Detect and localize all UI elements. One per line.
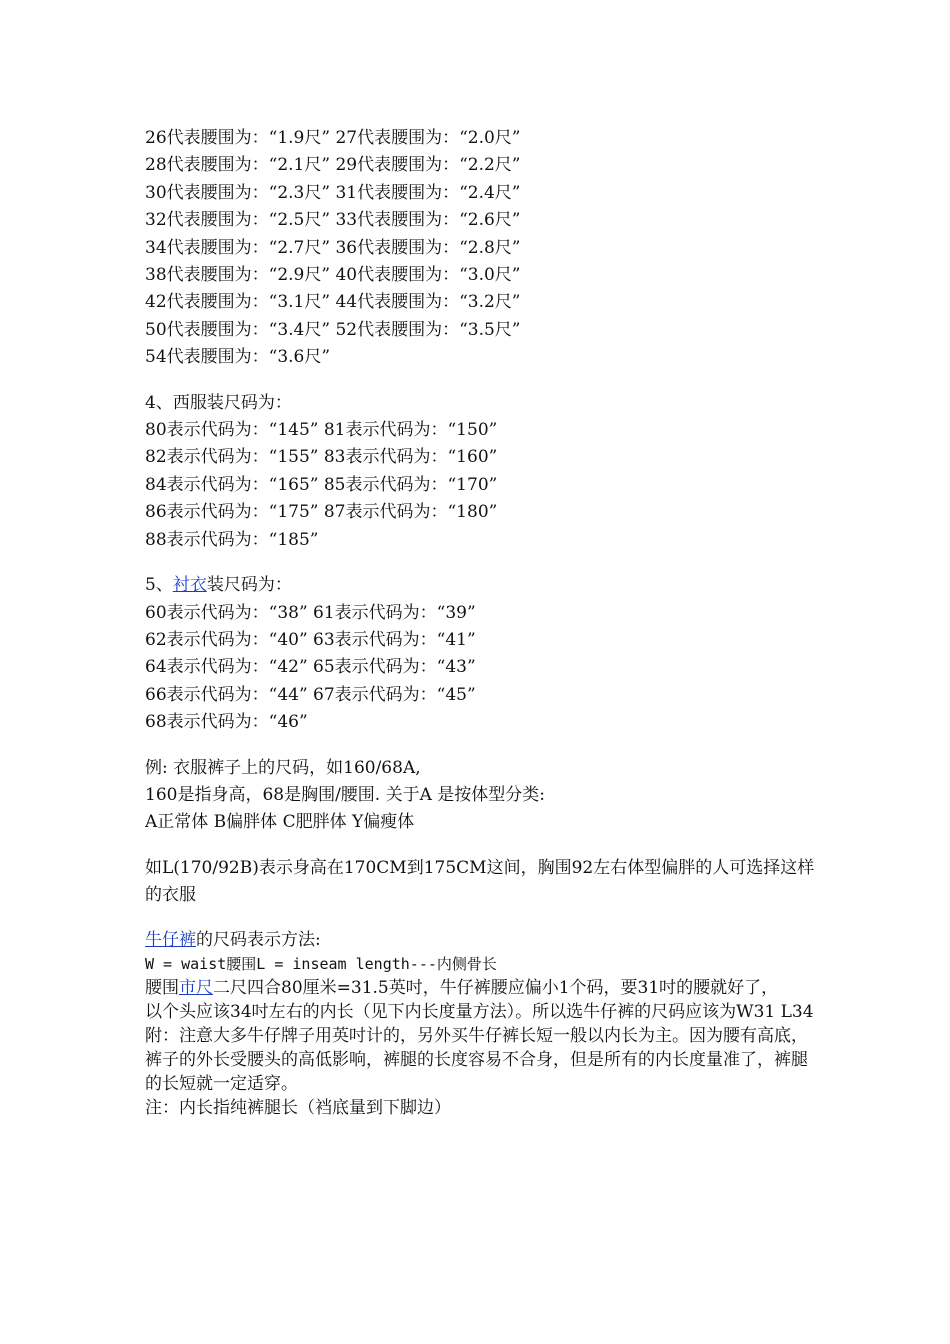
example-line: 160是指身高，68是胸围/腰围. 关于A 是按体型分类:: [145, 784, 546, 805]
suit-row: 82表示代码为：“155” 83表示代码为：“160”: [145, 447, 498, 468]
jeans-heading: [145, 928, 815, 952]
waist-row: 28代表腰围为：“2.1尺” 29代表腰围为：“2.2尺”: [145, 155, 521, 176]
waist-row: 54代表腰围为：“3.6尺”: [145, 347, 331, 368]
jeans-waist-line: [145, 976, 815, 1000]
jeans-link[interactable]: 牛仔裤: [145, 929, 196, 950]
shirt-row: 64表示代码为：“42” 65表示代码为：“43”: [145, 657, 476, 678]
waist-row: 42代表腰围为：“3.1尺” 44代表腰围为：“3.2尺”: [145, 292, 521, 313]
jeans-waist-prefix: 腰围: [145, 977, 179, 998]
jeans-inseam-note: 注：内长指纯裤腿长（裆底量到下脚边）: [145, 1097, 451, 1118]
shirt-row: 60表示代码为：“38” 61表示代码为：“39”: [145, 602, 476, 623]
shirt-row: 66表示代码为：“44” 67表示代码为：“45”: [145, 684, 476, 705]
shirt-section: [145, 572, 815, 736]
suit-row: 80表示代码为：“145” 81表示代码为：“150”: [145, 420, 498, 441]
jeans-heading-suffix: 的尺码表示方法:: [196, 929, 321, 950]
suit-row: 86表示代码为：“175” 87表示代码为：“180”: [145, 502, 498, 523]
shirt-row: 68表示代码为：“46”: [145, 712, 308, 733]
shirt-heading-suffix: 装尺码为：: [206, 575, 292, 596]
jeans-waist-suffix: 二尺四合80厘米=31.5英吋，牛仔裤腰应偏小1个码，要31吋的腰就好了，: [213, 977, 779, 998]
city-ruler-link[interactable]: 市尺: [179, 977, 213, 998]
suit-row: 88表示代码为：“185”: [145, 529, 319, 550]
shirt-row: 62表示代码为：“40” 63表示代码为：“41”: [145, 629, 476, 650]
jeans-wl-line: W = waist腰围L = inseam length---内侧骨长: [145, 954, 497, 973]
waist-row: 50代表腰围为：“3.4尺” 52代表腰围为：“3.5尺”: [145, 319, 521, 340]
waist-row: 26代表腰围为：“1.9尺” 27代表腰围为：“2.0尺”: [145, 128, 521, 148]
jeans-section: [145, 928, 815, 1120]
waist-row: 34代表腰围为：“2.7尺” 36代表腰围为：“2.8尺”: [145, 237, 521, 258]
example-section: [145, 755, 815, 837]
waist-row: 38代表腰围为：“2.9尺” 40代表腰围为：“3.0尺”: [145, 265, 521, 286]
waist-row: 32代表腰围为：“2.5尺” 33代表腰围为：“2.6尺”: [145, 210, 521, 231]
suit-section: [145, 390, 815, 554]
suit-row: 84表示代码为：“165” 85表示代码为：“170”: [145, 474, 498, 495]
example-line: 例: 衣服裤子上的尺码，如160/68A,: [145, 757, 421, 778]
waist-section: [145, 125, 815, 372]
shirt-heading-prefix: 5、: [145, 575, 173, 596]
example-line: A正常体 B偏胖体 C肥胖体 Y偏瘦体: [145, 812, 415, 833]
document-body: [145, 125, 815, 1120]
shirt-heading: [145, 572, 815, 599]
jeans-inseam-line: 以个头应该34吋左右的内长（见下内长度量方法）。所以选牛仔裤的尺码应该为W31 L34: [145, 1001, 814, 1022]
jeans-note: 附：注意大多牛仔牌子用英吋计的，另外买牛仔裤长短一般以内长为主。因为腰有高底，裤子的外长受腰头的高低影响，裤腿的长度容易不合身，但是所有的内长度量准了，裤腿的长短就一定适穿。: [145, 1025, 808, 1094]
example-paragraph: 如L(170/92B)表示身高在170CM到175CM这间，胸围92左右体型偏胖的人可选择这样的衣服: [145, 857, 815, 906]
suit-heading: 4、西服装尺码为：: [145, 392, 292, 413]
shirt-link[interactable]: 衬衣: [172, 575, 207, 596]
waist-row: 30代表腰围为：“2.3尺” 31代表腰围为：“2.4尺”: [145, 182, 521, 203]
